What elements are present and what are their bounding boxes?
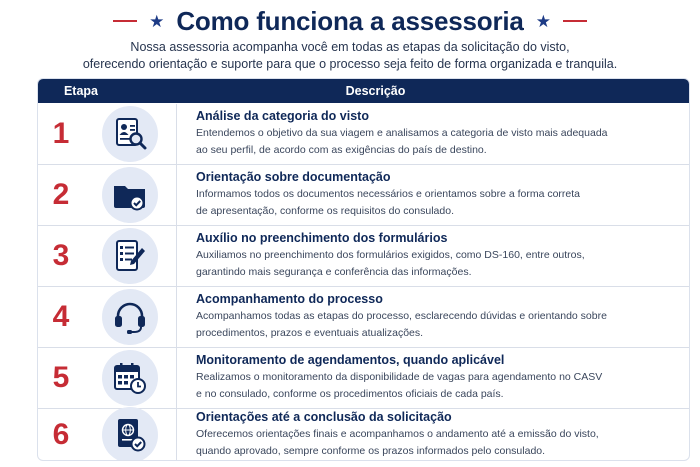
table-row xyxy=(38,104,689,165)
left-decor-line xyxy=(113,20,137,22)
step-number: 2 xyxy=(52,178,70,211)
step-text xyxy=(177,353,689,403)
column-header-descricao: Descrição xyxy=(345,84,406,98)
step-description-line-1: Auxiliamos no preenchimento dos formulários exigidos, como DS-160, entre outros, xyxy=(196,249,585,261)
table-row xyxy=(38,409,689,461)
table-row xyxy=(38,348,689,409)
step-title: Monitoramento de agendamentos, quando aplicável xyxy=(196,353,505,367)
step-title: Análise da categoria do visto xyxy=(196,109,369,123)
step-number: 5 xyxy=(52,361,70,394)
step-text xyxy=(177,231,689,281)
step-number: 6 xyxy=(52,418,70,451)
step-text xyxy=(177,410,689,460)
page-title: Como funciona a assessoria xyxy=(176,5,524,36)
step-description-line-2: e no consulado, conforme os procedimentos oficiais de cada país. xyxy=(196,388,504,400)
step-description-line-2: de apresentação, conforme os requisitos do consulado. xyxy=(196,205,454,217)
left-star-icon: ★ xyxy=(149,11,165,31)
form-pen-icon xyxy=(102,228,158,284)
step-title: Auxílio no preenchimento dos formulários xyxy=(196,231,448,245)
step-text xyxy=(177,292,689,342)
icon-cell xyxy=(84,165,176,225)
icon-cell xyxy=(84,287,176,347)
icon-cell xyxy=(84,226,176,286)
headset-icon xyxy=(102,289,158,345)
right-decor-line xyxy=(563,20,587,22)
step-description-line-1: Informamos todos os documentos necessários e orientamos sobre a forma correta xyxy=(196,188,581,200)
icon-cell xyxy=(84,348,176,408)
step-description-line-1: Acompanhamos todas as etapas do processo, esclarecendo dúvidas e orientando sobre xyxy=(196,310,607,322)
step-description-line-1: Entendemos o objetivo da sua viagem e analisamos a categoria de visto mais adequada xyxy=(196,127,608,139)
step-text xyxy=(177,170,689,220)
table-row xyxy=(38,165,689,226)
step-description-line-2: ao seu perfil, de acordo com as exigências do país de destino. xyxy=(196,144,487,156)
table-header xyxy=(38,79,689,103)
step-title: Acompanhamento do processo xyxy=(196,292,383,306)
step-description-line-2: procedimentos, prazos e eventuais atualizações. xyxy=(196,327,424,339)
calendar-clock-icon xyxy=(102,350,158,406)
subtitle-line-2: oferecendo orientação e suporte para que o processo seja feito de forma organizada e tranquila. xyxy=(82,57,618,71)
folder-check-icon xyxy=(102,167,158,223)
passport-check-icon xyxy=(102,407,158,461)
step-number: 4 xyxy=(52,300,70,333)
table-row xyxy=(38,287,689,348)
profile-magnifier-icon xyxy=(102,106,158,162)
step-title: Orientações até a conclusão da solicitação xyxy=(196,410,452,424)
step-number: 1 xyxy=(52,117,70,150)
step-description-line-2: quando aprovado, sempre conforme os prazos informados pelo consulado. xyxy=(196,445,546,457)
title-row xyxy=(0,4,700,38)
step-description-line-1: Realizamos o monitoramento da disponibilidade de vagas para agendamento no CASV xyxy=(196,371,603,383)
column-header-etapa: Etapa xyxy=(63,84,99,98)
icon-cell xyxy=(84,409,176,461)
icon-cell xyxy=(84,104,176,164)
subtitle-line-1: Nossa assessoria acompanha você em todas as etapas da solicitação do visto, xyxy=(130,40,570,54)
step-text xyxy=(177,109,689,159)
step-number: 3 xyxy=(52,239,70,272)
step-description-line-2: garantindo mais segurança e conferência das informações. xyxy=(196,266,472,278)
step-title: Orientação sobre documentação xyxy=(196,170,391,184)
table-row xyxy=(38,226,689,287)
step-description-line-1: Oferecemos orientações finais e acompanhamos o andamento até a emissão do visto, xyxy=(196,428,599,440)
steps-table xyxy=(37,78,690,461)
right-star-icon: ★ xyxy=(535,11,551,31)
